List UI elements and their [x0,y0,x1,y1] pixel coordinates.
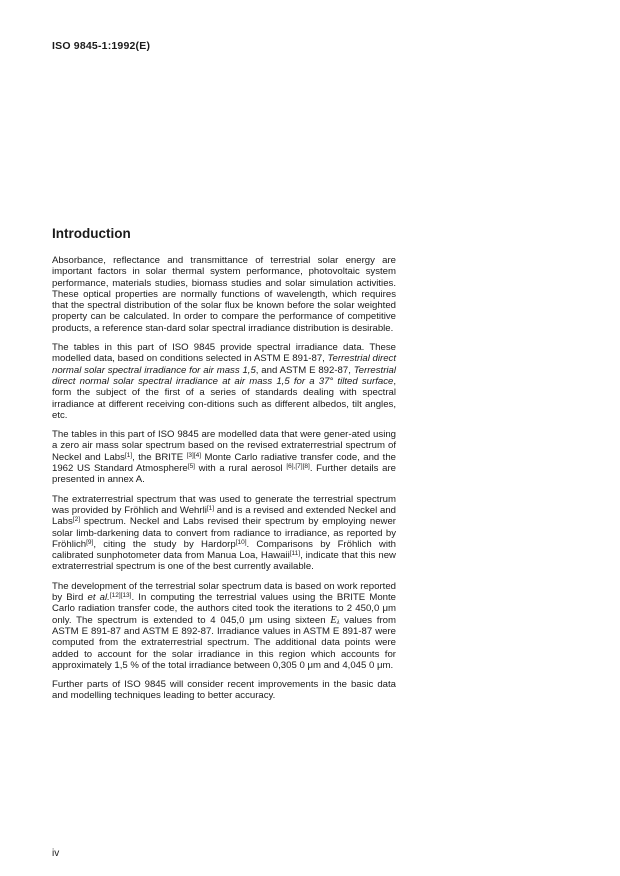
p3-ref-4: [6],[7][8] [286,463,310,471]
p3-text-d: with a rural aerosol [195,463,287,475]
p3-text-e: . Further details are presented in annex A. [52,463,396,486]
e-symbol: E [330,614,337,626]
p5-text-c: . In computing the terrestrial values using the BRITE Monte Carlo radiation transfer code, the authors cited took the iterations to 2 450,0 μm only. The spectrum is extended to 4 045,0 μm using sixteen [52,592,396,626]
lambda-subscript: λ [336,618,340,626]
p2-text-e: , form the subject of the first of a series of standards dealing with spectral irradiance at different receiving con-ditions such as different albedos, tilt angles, etc. [52,375,396,421]
p4-text-b: and is a revised and extended Neckel and Labs [52,504,396,528]
paragraph-3 [52,429,396,485]
e-lambda-symbol [330,615,339,626]
p4-text-c: spectrum. Neckel and Labs revised their spectrum by employing newer solar limb-darkening data to convert from radiance to irradiance, as reported by Fröhlich [52,516,396,550]
page-number: iv [52,848,60,859]
paragraph-2 [52,342,396,421]
p2-text-a: The tables in this part of ISO 9845 provide spectral irradiance data. These modelled data, based on conditions selected in ASTM E 891-87, [52,342,396,365]
p4-ref-1: [1] [206,504,215,512]
p3-text-a: The tables in this part of ISO 9845 are modelled data that were gener-ated using a zero air mass solar spectrum based on the revised extraterrestrial spectrum of Neckel and Labs [52,429,396,463]
p5-text-a: The development of the terrestrial solar spectrum data is based on work reported by Bird [52,580,396,604]
p4-text-f: , indicate that this new extraterrestrial spectrum is one of the best currently available. [52,550,396,573]
p3-ref-2: [3][4] [186,451,202,459]
paragraph-6 [52,679,396,702]
p1-text: Absorbance, reflectance and transmittance of terrestrial solar energy are important factors in solar thermal system performance, photovoltaic system performance, materials studies, biomass studies and solar simulation activities. These optical properties are normally functions of wavelength, which requires that the spectral distribution of the solar flux be known before the solar weighted property can be calculated. In order to compare the performance of competitive products, a reference stan-dard solar spectral irradiance distribution is desirable. [52,255,396,334]
p2-title-1: Terrestrial direct normal solar spectral irradiance for air mass 1,5 [52,353,397,376]
p4-text-d: , citing the study by Hardorp [93,538,236,550]
p2-title-2: Terrestrial direct normal solar spectral irradiance at air mass 1,5 for a 37° tilted surface [52,364,396,387]
p3-text-c: Monte Carlo radiative transfer code, and the 1962 US Standard Atmosphere [52,451,396,475]
p4-ref-3: [9] [86,538,94,546]
paragraph-1 [52,255,396,334]
p4-ref-5: [11] [289,550,301,558]
p6-text: Further parts of ISO 9845 will consider recent improvements in the basic data and modelling techniques leading to better accuracy. [52,679,396,702]
p5-text-d: values from ASTM E 891-87 and ASTM E 892-87. Irradiance values in ASTM E 891-87 were computed from the extraterrestrial spectrum. The additional data points were added to account for the solar irradiance in this region which accounts for approximately 1,5 % of the total irradiance between 0,305 0 μm and 4,045 0 μm. [52,614,396,671]
p4-text-e: . Comparisons by Fröhlich with calibrated sunphotometer data from Manua Loa, Hawaii [52,538,396,562]
p2-text-c: , and ASTM E 892-87, [255,364,354,376]
p3-text-b: , the BRITE [132,451,187,463]
document-header: ISO 9845-1:1992(E) [52,40,151,52]
p3-ref-3: [5] [187,463,195,471]
p4-ref-4: [10] [235,538,247,546]
section-title: Introduction [52,226,131,241]
p3-ref-1: [1] [124,451,133,459]
paragraph-5 [52,581,396,671]
p4-ref-2: [2] [72,516,81,524]
p4-text-a: The extraterrestrial spectrum that was used to generate the terrestrial spectrum was provided by Fröhlich and Wehrli [52,493,396,516]
paragraph-4 [52,494,396,573]
p5-et-al: et al. [87,592,110,604]
p5-ref-1: [12][13] [109,592,132,600]
introduction-body [52,255,396,710]
